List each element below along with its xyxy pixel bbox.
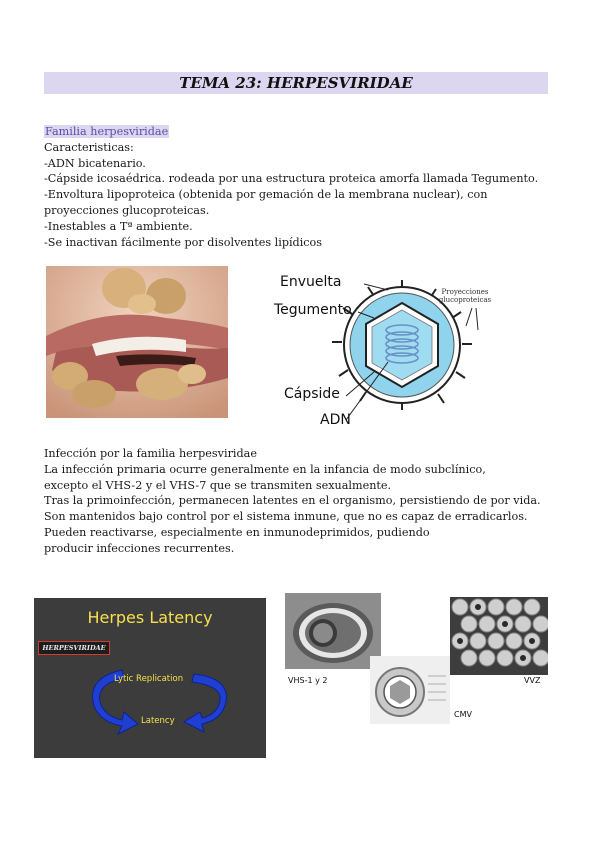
slide-badge-text: HERPESVIRIDAE — [42, 644, 106, 652]
label-vvz: VVZ — [524, 676, 541, 685]
micrograph-vvz — [450, 597, 548, 675]
infection-heading: Infección por la familia herpesviridae — [44, 447, 257, 460]
herpes-lips-photo — [46, 266, 228, 418]
label-proyecciones: Proyecciones glucoproteicas — [438, 288, 492, 304]
label-capside: Cápside — [284, 386, 340, 402]
char-line-2: -Cápside icosaédrica. rodeada por una estructura proteica amorfa llamada Tegumento. — [44, 172, 539, 186]
infection-line-3: Tras la primoinfección, permanecen latentes en el organismo, persistiendo de por vida. — [44, 494, 541, 508]
micrograph-cmv — [370, 656, 450, 724]
label-cmv: CMV — [454, 710, 472, 719]
micrograph-vvz-image — [450, 597, 548, 675]
label-adn: ADN — [320, 412, 351, 428]
char-line-4: -Inestables a Tª ambiente. — [44, 219, 193, 233]
slide-title: Herpes Latency — [87, 608, 213, 627]
virus-structure-diagram — [270, 270, 515, 430]
section-characteristics — [44, 124, 544, 250]
char-line-3: -Envoltura lipoproteica (obtenida por gemación de la membrana nuclear), con proyecciones glucoproteicas. — [44, 188, 488, 217]
micrograph-cmv-image — [370, 656, 450, 724]
label-vhs: VHS-1 y 2 — [288, 676, 328, 685]
slide-latency-label: Latency — [141, 716, 175, 726]
section-infection — [44, 446, 541, 557]
title-bar — [44, 72, 548, 94]
infection-line-1: La infección primaria ocurre generalmente en la infancia de modo subclínico, — [44, 462, 486, 476]
slide-lytic-label: Lytic Replication — [114, 674, 184, 684]
section-heading-family: Familia herpesviridae — [45, 125, 169, 138]
label-envuelta: Envuelta — [280, 274, 342, 290]
micrograph-vhs — [285, 593, 381, 669]
infection-line-5: Pueden reactivarse, especialmente en inmunodeprimidos, pudiendo — [44, 525, 430, 539]
infection-line-2: excepto el VHS-2 y el VHS-7 que se transmiten sexualmente. — [44, 478, 392, 492]
char-line-5: -Se inactivan fácilmente por disolventes lipídicos — [44, 235, 323, 249]
label-tegumento: Tegumento — [274, 302, 352, 318]
char-line-1: -ADN bicatenario. — [44, 156, 146, 170]
infection-line-6: producir infecciones recurrentes. — [44, 541, 235, 555]
lips-illustration — [46, 266, 228, 418]
page-title: TEMA 23: HERPESVIRIDAE — [179, 74, 413, 92]
micrograph-vhs-image — [285, 593, 381, 669]
herpes-latency-slide — [34, 598, 266, 758]
characteristics-label: Caracteristicas: — [44, 140, 134, 154]
infection-line-4: Son mantenidos bajo control por el sistema inmune, que no es capaz de erradicarlos. — [44, 510, 528, 524]
